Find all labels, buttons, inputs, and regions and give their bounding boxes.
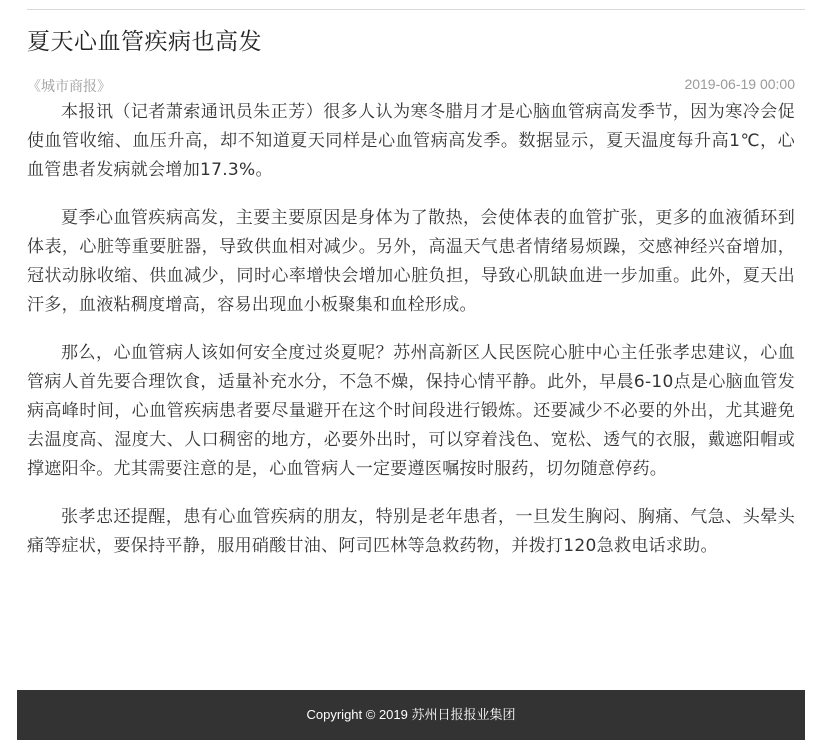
article-source: 《城市商报》 xyxy=(27,79,111,95)
paragraph: 夏季心血管疾病高发，主要主要原因是身体为了散热，会使体表的血管扩张，更多的血液循环到体表，心脏等重要脏器，导致供血相对减少。另外，高温天气患者情绪易烦躁，交感神经兴奋增加，冠状动脉收缩、供血减少，同时心率增快会增加心脏负担，导致心肌缺血进一步加重。此外，夏天出汗多，血液粘稠度增高，容易出现血小板聚集和血栓形成。 xyxy=(27,208,795,315)
article-meta xyxy=(27,76,795,94)
paragraph: 那么，心血管病人该如何安全度过炎夏呢？苏州高新区人民医院心脏中心主任张孝忠建议，心血管病人首先要合理饮食，适量补充水分，不急不燥，保持心情平静。此外，早晨6-10点是心脑血管发病高峰时间，心血管疾病患者要尽量避开在这个时间段进行锻炼。还要减少不必要的外出，尤其避免去温度高、湿度大、人口稠密的地方，必要外出时，可以穿着浅色、宽松、透气的衣服，戴遮阳帽或撑遮阳伞。尤其需要注意的是，心血管病人一定要遵医嘱按时服药，切勿随意停药。 xyxy=(27,343,795,479)
copyright-text: Copyright © 2019 苏州日报报业集团 xyxy=(306,707,516,722)
page-footer xyxy=(17,690,805,740)
paragraph: 本报讯（记者萧索通讯员朱正芳）很多人认为寒冬腊月才是心脑血管病高发季节，因为寒冷会促使血管收缩、血压升高，却不知道夏天同样是心血管病高发季。数据显示，夏天温度每升高1℃，心血管患者发病就会增加17.3%。 xyxy=(27,102,795,180)
article-body xyxy=(27,98,795,561)
article-title: 夏天心血管疾病也高发 xyxy=(27,29,262,55)
article-date: 2019-06-19 00:00 xyxy=(684,76,795,92)
article xyxy=(27,10,795,580)
paragraph: 张孝忠还提醒，患有心血管疾病的朋友，特别是老年患者，一旦发生胸闷、胸痛、气急、头晕头痛等症状，要保持平静，服用硝酸甘油、阿司匹林等急救药物，并拨打120急救电话求助。 xyxy=(27,507,795,556)
